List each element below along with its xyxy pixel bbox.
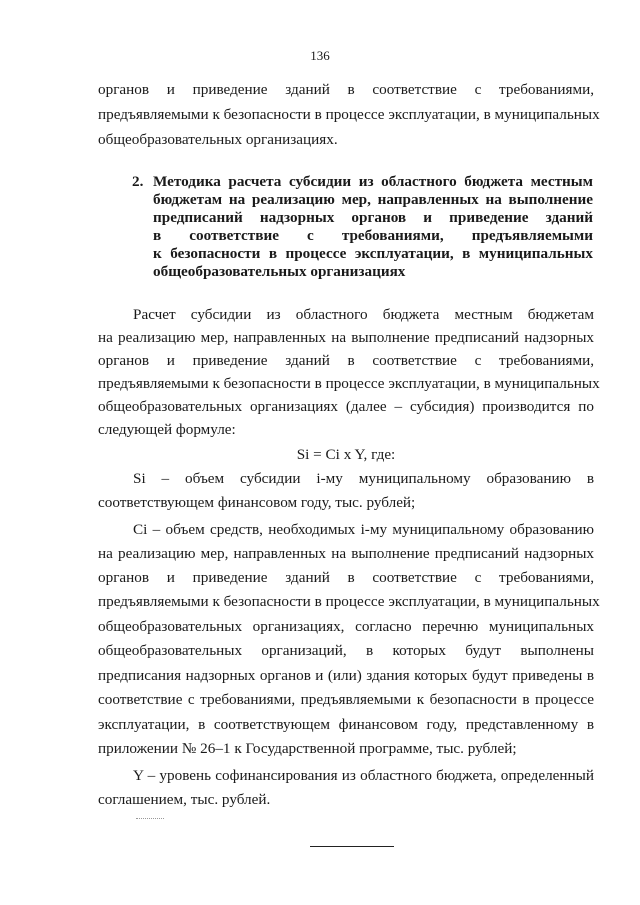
section-heading-line: Методика расчета субсидии из областного бюджета местным [153, 173, 593, 190]
intro-line: предъявляемыми к безопасности в процессе эксплуатации, в муниципальных [98, 106, 600, 123]
section-number: 2. [132, 173, 144, 190]
ci-definition-line: предписания надзорных органов и (или) здания которых будут приведены в [98, 667, 594, 684]
ci-definition-line: общеобразовательных организаций, в которых будут выполнены [98, 642, 594, 659]
section-heading-line: к безопасности в процессе эксплуатации, в муниципальных [153, 245, 593, 262]
y-definition-line: соглашением, тыс. рублей. [98, 791, 271, 808]
formula: Si = Ci x Y, где: [296, 446, 396, 463]
ci-definition-line: на реализацию мер, направленных на выполнение предписаний надзорных [98, 545, 594, 562]
scan-mark [136, 818, 164, 819]
intro-line: органов и приведение зданий в соответствие с требованиями, [98, 81, 594, 98]
ci-definition-line: приложении № 26–1 к Государственной программе, тыс. рублей; [98, 740, 517, 757]
body-line: предъявляемыми к безопасности в процессе эксплуатации, в муниципальных [98, 375, 600, 392]
ci-definition-line: соответствие с требованиями, предъявляемыми к безопасности в процессе [98, 691, 594, 708]
ci-definition-line: эксплуатации, в соответствующем финансовом году, представленному в [98, 716, 594, 733]
body-line: на реализацию мер, направленных на выполнение предписаний надзорных [98, 329, 594, 346]
section-heading-line: предписаний надзорных органов и приведение зданий [153, 209, 593, 226]
ci-definition-line: органов и приведение зданий в соответствие с требованиями, [98, 569, 594, 586]
ci-definition-line: предъявляемыми к безопасности в процессе эксплуатации, в муниципальных [98, 593, 600, 610]
section-heading-line: бюджетам на реализацию мер, направленных на выполнение [153, 191, 593, 208]
body-line: органов и приведение зданий в соответствие с требованиями, [98, 352, 594, 369]
section-heading-line: общеобразовательных организациях [153, 263, 406, 280]
si-definition-line: Si – объем субсидии i-му муниципальному образованию в [133, 470, 594, 487]
ci-definition-line: Ci – объем средств, необходимых i-му муниципальному образованию [133, 521, 594, 538]
y-definition-line: Y – уровень софинансирования из областного бюджета, определенный [133, 767, 594, 784]
body-line: общеобразовательных организациях (далее – субсидия) производится по [98, 398, 594, 415]
footnote-rule [310, 846, 394, 847]
body-line: следующей формуле: [98, 421, 236, 438]
si-definition-line: соответствующем финансовом году, тыс. рублей; [98, 494, 416, 511]
body-line: Расчет субсидии из областного бюджета местным бюджетам [133, 306, 594, 323]
page-number: 136 [310, 48, 330, 63]
section-heading-line: в соответствие с требованиями, предъявляемыми [153, 227, 593, 244]
ci-definition-line: общеобразовательных организациях, согласно перечню муниципальных [98, 618, 594, 635]
intro-line: общеобразовательных организациях. [98, 131, 338, 148]
